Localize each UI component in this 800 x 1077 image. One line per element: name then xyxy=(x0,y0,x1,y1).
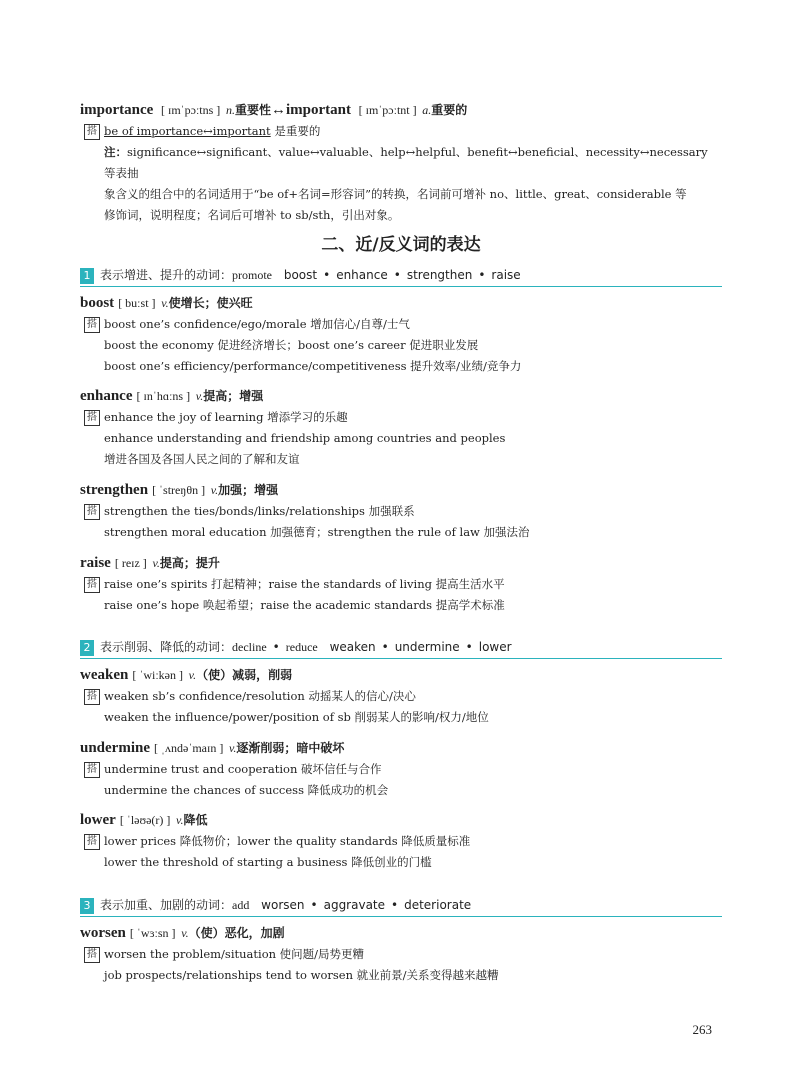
group-item: weaken xyxy=(329,640,376,654)
note: 注：significance↔significant、value↔valuable、help↔helpful、benefit↔beneficial、necessity↔necessary 等表抽 象含义的组合中的名词适用于“be of+名词=形容词”的转换，名词前可增补 no、little、great、considerable 等 修饰词，说明程度；名词后可增补 to sb/sth，引出对象。 xyxy=(104,145,708,222)
entry-enhance xyxy=(80,386,722,470)
example-line: worsen the problem/situation 使问题/局势更糟 xyxy=(104,947,365,961)
group-first-word: promote xyxy=(232,268,273,282)
page-number: 263 xyxy=(692,1022,712,1037)
definition: 使增长；使兴旺 xyxy=(168,296,253,310)
example-line: strengthen moral education 加强德育；strengthen the rule of law 加强法治 xyxy=(104,525,530,539)
entry-worsen xyxy=(80,923,722,986)
definition: （使）恶化，加剧 xyxy=(188,926,285,940)
group-label: 表示削弱、降低的动词： xyxy=(100,640,233,654)
part-of-speech: v. xyxy=(176,813,184,827)
collocation-tag: 搭 xyxy=(84,124,100,140)
group-number: 1 xyxy=(80,268,94,284)
example-line: job prospects/relationships tend to worsen 就业前景/关系变得越来越糟 xyxy=(104,968,499,982)
group-item: worsen xyxy=(261,898,305,912)
group-item: strengthen xyxy=(406,268,473,282)
section-title: 二、近/反义词的表达 xyxy=(321,235,481,255)
example-line: lower the threshold of starting a business 降低创业的门槛 xyxy=(104,855,432,869)
group-item: aggravate xyxy=(323,898,386,912)
definition: 降低 xyxy=(183,813,208,827)
entry-raise xyxy=(80,553,722,616)
note-line-1: significance↔significant、value↔valuable、help↔helpful、benefit↔beneficial、necessity↔necessary 等表抽 xyxy=(104,145,708,180)
group-number: 2 xyxy=(80,640,94,656)
group-bar-3 xyxy=(80,896,722,917)
headword: weaken xyxy=(80,667,129,683)
bullet: • xyxy=(381,640,389,654)
part-of-speech: v. xyxy=(188,668,197,682)
part-of-speech: n. xyxy=(225,103,235,117)
pronunciation: [ ˈstreŋθn ] xyxy=(152,483,206,497)
example-line: lower prices 降低物价；lower the quality standards 降低质量标准 xyxy=(104,834,471,848)
headword: raise xyxy=(80,555,111,571)
bullet: • xyxy=(478,268,486,282)
group-first-word: decline xyxy=(232,640,267,654)
group-label: 表示增进、提升的动词： xyxy=(100,268,233,282)
example-line: raise one’s spirits 打起精神；raise the standards of living 提高生活水平 xyxy=(104,577,505,591)
headword: strengthen xyxy=(80,482,149,498)
definition: 提高；提升 xyxy=(159,556,220,570)
headword-2: important xyxy=(285,102,351,118)
definition-2: 重要的 xyxy=(431,103,468,117)
entry-lower xyxy=(80,810,722,873)
definition: 重要性 xyxy=(234,103,271,117)
group-item: raise xyxy=(491,268,521,282)
part-of-speech: v. xyxy=(210,483,219,497)
definition: 加强；增强 xyxy=(218,483,279,497)
collocation-tag: 搭 xyxy=(84,577,100,593)
headword: worsen xyxy=(80,925,126,941)
collocation-tag: 搭 xyxy=(84,762,100,778)
group-item: boost xyxy=(283,268,318,282)
part-of-speech: v. xyxy=(228,741,237,755)
pronunciation: [ ˈwiːkən ] xyxy=(132,668,183,682)
collocation-tag: 搭 xyxy=(84,410,100,426)
example-line: boost one’s confidence/ego/morale 增加信心/自尊/士气 xyxy=(104,317,410,331)
group-item: undermine xyxy=(394,640,460,654)
pronunciation: [ ɪmˈpɔːtns ] xyxy=(160,103,221,117)
entry-boost xyxy=(80,293,722,377)
note-line-3: 修饰词，说明程度；名词后可增补 to sb/sth，引出对象。 xyxy=(104,208,400,222)
headword: lower xyxy=(80,812,116,828)
example-line: enhance the joy of learning 增添学习的乐趣 xyxy=(104,410,348,424)
bullet: • xyxy=(393,268,401,282)
bullet: • xyxy=(465,640,473,654)
group-first-word: reduce xyxy=(285,640,318,654)
pronunciation: [ buːst ] xyxy=(118,296,156,310)
example-line: undermine trust and cooperation 破坏信任与合作 xyxy=(104,762,382,776)
pronunciation: [ ˈwɜːsn ] xyxy=(129,926,176,940)
collocation-tag: 搭 xyxy=(84,317,100,333)
group-first-word: add xyxy=(232,898,250,912)
note-label: 注 xyxy=(104,145,116,159)
pronunciation: [ ˌʌndəˈmaɪn ] xyxy=(154,741,224,755)
part-of-speech: v. xyxy=(152,556,160,570)
bullet: • xyxy=(272,640,280,654)
bullet: • xyxy=(323,268,331,282)
bullet: • xyxy=(391,898,399,912)
pronunciation: [ ˈləʊə(r) ] xyxy=(119,813,171,827)
group-item: deteriorate xyxy=(404,898,472,912)
example-line: boost one’s efficiency/performance/competitiveness 提升效率/业绩/竞争力 xyxy=(104,359,522,373)
headword: importance xyxy=(80,102,154,118)
headword: undermine xyxy=(80,740,151,756)
definition: （使）减弱，削弱 xyxy=(196,668,293,682)
entry-weaken xyxy=(80,665,722,728)
entry-strengthen xyxy=(80,480,722,543)
example-line: weaken the influence/power/position of sb 削弱某人的影响/权力/地位 xyxy=(104,710,489,724)
definition: 逐渐削弱；暗中破坏 xyxy=(236,741,345,755)
bullet: • xyxy=(310,898,318,912)
collocation-tag: 搭 xyxy=(84,947,100,963)
group-number: 3 xyxy=(80,898,94,914)
group-bar-2 xyxy=(80,638,722,659)
headword: boost xyxy=(80,295,115,311)
part-of-speech: v. xyxy=(195,389,204,403)
example-line: 增进各国及各国人民之间的了解和友谊 xyxy=(104,452,300,466)
entry-undermine xyxy=(80,738,722,801)
collocation-tag: 搭 xyxy=(84,504,100,520)
group-bar-1 xyxy=(80,266,722,287)
definition: 提高；增强 xyxy=(203,389,264,403)
example-line xyxy=(80,121,722,142)
group-label: 表示加重、加剧的动词： xyxy=(100,898,233,912)
example-line: undermine the chances of success 降低成功的机会 xyxy=(104,783,389,797)
group-item: lower xyxy=(478,640,512,654)
part-of-speech: v. xyxy=(161,296,169,310)
pronunciation: [ reɪz ] xyxy=(114,556,147,570)
entry-importance xyxy=(80,100,722,226)
example-cn: 是重要的 xyxy=(274,124,321,138)
example-en: be of importance↔important xyxy=(104,124,271,138)
headword: enhance xyxy=(80,388,133,404)
part-of-speech-2: a. xyxy=(422,103,432,117)
example-line: enhance understanding and friendship among countries and peoples xyxy=(104,431,506,445)
example-line: weaken sb’s confidence/resolution 动摇某人的信心/决心 xyxy=(104,689,416,703)
pronunciation-2: [ ɪmˈpɔːtnt ] xyxy=(358,103,417,117)
part-of-speech: v. xyxy=(181,926,189,940)
pronunciation: [ ɪnˈhɑːns ] xyxy=(136,389,191,403)
arrow: ↔ xyxy=(270,102,286,118)
example-line: strengthen the ties/bonds/links/relationships 加强联系 xyxy=(104,504,415,518)
note-line-2: 象含义的组合中的名词适用于“be of+名词=形容词”的转换，名词前可增补 no、little、great、considerable 等 xyxy=(104,187,687,201)
example-line: boost the economy 促进经济增长；boost one’s career 促进职业发展 xyxy=(104,338,479,352)
group-item: enhance xyxy=(336,268,388,282)
collocation-tag: 搭 xyxy=(84,834,100,850)
collocation-tag: 搭 xyxy=(84,689,100,705)
example-line: raise one’s hope 唤起希望；raise the academic standards 提高学术标准 xyxy=(104,598,505,612)
